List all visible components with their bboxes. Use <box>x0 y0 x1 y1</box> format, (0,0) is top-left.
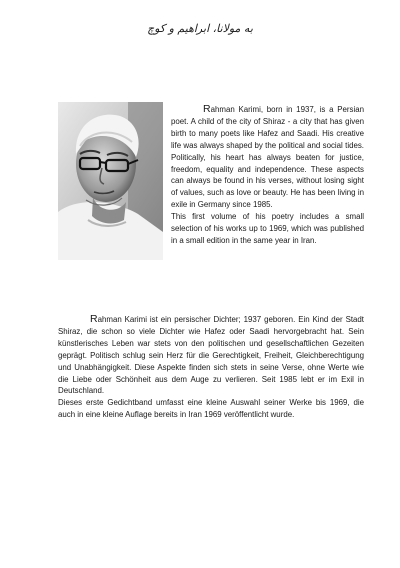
german-initial-letter: R <box>90 313 98 325</box>
german-paragraph-1 <box>58 314 364 397</box>
english-paragraph-2: This first volume of his poetry includes a small selection of his works up to 1969, which was published in a small edition in the same year in Iran. <box>171 212 364 245</box>
german-paragraph-2: Dieses erste Gedichtband umfasst eine kleine Auswahl seiner Werke bis 1969, die auch in eine kleine Auflage bereits in Iran 1969 veröffentlicht wurde. <box>58 398 364 420</box>
english-biography <box>58 104 364 268</box>
german-biography <box>58 314 364 421</box>
dedication-calligraphy: به مولانا، ابراهیم و کوچ <box>147 22 253 35</box>
english-initial-letter: R <box>203 103 211 115</box>
german-paragraph-1-text: ahman Karimi ist ein persischer Dichter; 1937 geboren. Ein Kind der Stadt Shiraz, die schon so viele Dichter wie Hafez oder Saadi hervorgebracht hat. Sein künstlerisches Leben war stets von den politischen und gesellschaftlichen Gezeiten geprägt. Politisch schlug sein Herz für die Gerechtigkeit, Freiheit, Gleichberechtigung und Unabhängigkeit. Diese Aspekte finden sich stets in seine Verse, ohne Werte wie die Liebe oder Schönheit aus dem Auge zu verlieren. Seit 1985 lebt er im Exil in Deutschland. <box>58 315 364 396</box>
photo-spacer <box>58 104 171 268</box>
english-paragraph-1-text: ahman Karimi, born in 1937, is a Persian poet. A child of the city of Shiraz - a city that has given birth to many poets like Hafez and Saadi. His creative life was always shaped by the political and social tides. Politically, his heart has always beaten for justice, freedom, equality and independence. These aspects can always be found in his verses, without losing sight of values, such as love or beauty. He has been living in exile in Germany since 1985. <box>171 105 364 210</box>
